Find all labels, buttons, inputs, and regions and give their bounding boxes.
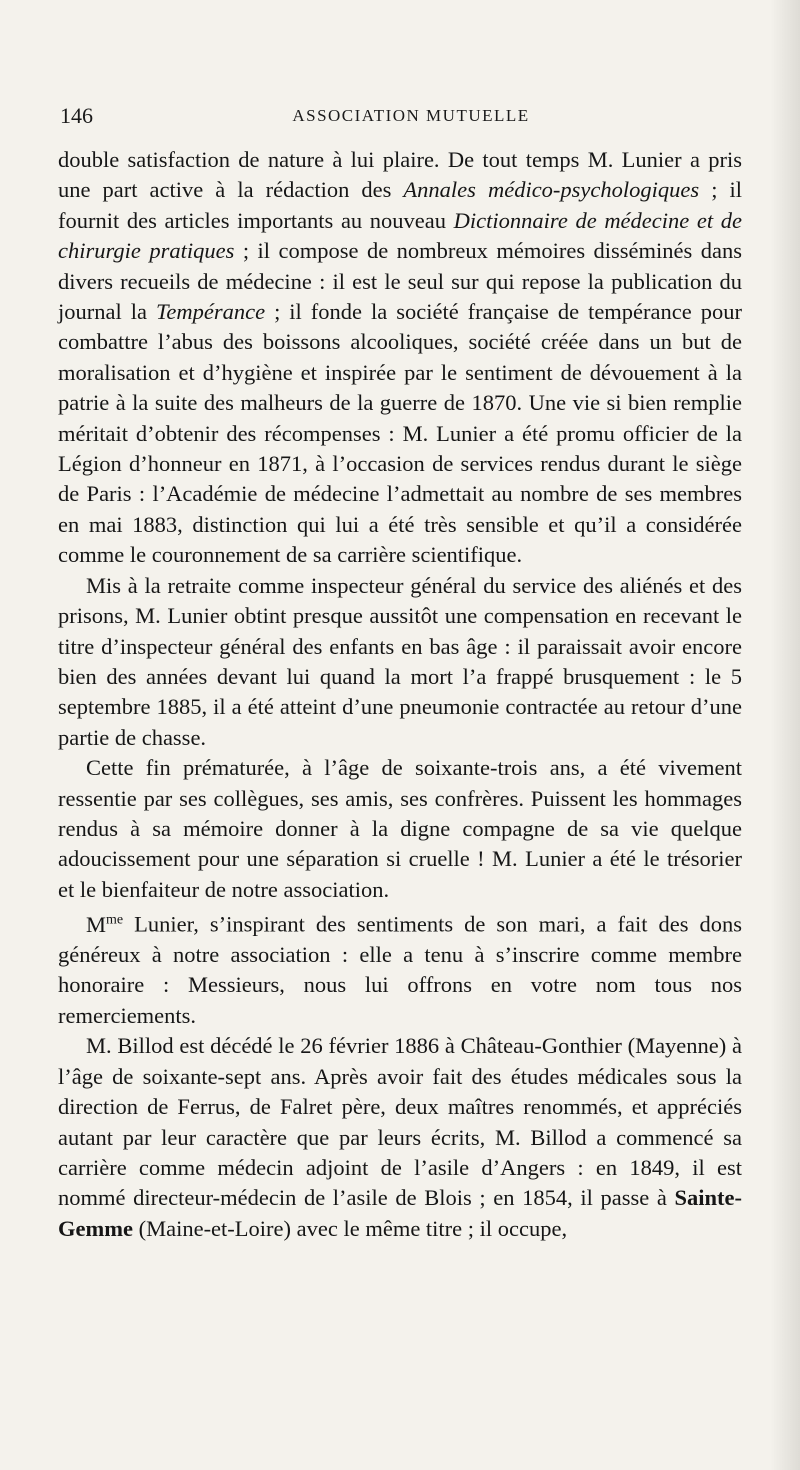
paragraph-1 xyxy=(58,145,742,571)
text-run: Lunier, s’inspirant des sentiments de son mari, a fait des dons généreux à notre association : elle a tenu à s’inscrire comme membre honoraire : Messieurs, nous lui offrons en votre nom tous nos remerciements. xyxy=(58,911,742,1028)
place-name-sainte-gemme: Sainte-Gemme xyxy=(58,1185,742,1241)
text-run: ; il compose de nombreux mémoires disséminés dans divers recueils de médecine : il est le seul sur qui repose la publication du journal la xyxy=(58,238,742,325)
journal-title-temperance: Tempérance xyxy=(155,299,266,325)
journal-title-annales: Annales médico-psychologiques xyxy=(403,177,700,203)
paragraph-3 xyxy=(58,753,742,905)
honorific-superscript: me xyxy=(106,912,124,928)
page-edge-shadow xyxy=(770,0,800,1470)
paragraph-4 xyxy=(58,905,742,1031)
paragraph-2 xyxy=(58,571,742,753)
text-run: (Maine-et-Loire) avec le même titre ; il occupe, xyxy=(132,1215,568,1241)
dictionary-title: Dictionnaire de médecine et de chirurgie pratiques xyxy=(58,207,742,264)
honorific-base: M xyxy=(86,911,107,937)
text-run: Mis à la retraite comme inspecteur général du service des aliénés et des prisons, M. Lunier obtint presque aussitôt une compensation en recevant le titre d’inspecteur général des enfants en bas âge : il paraissait avoir encore bien des années devant lui quand la mort l’a frappé brusquement : le 5 septembre 1885, il a été atteint d’une pneumonie contractée au retour d’une partie de chasse. xyxy=(58,572,742,750)
page-header xyxy=(60,100,742,132)
paragraph-5 xyxy=(58,1031,742,1244)
text-run: ; il fournit des articles importants au nouveau xyxy=(58,177,742,233)
running-title: ASSOCIATION MUTUELLE xyxy=(292,106,530,125)
page-number: 146 xyxy=(60,103,93,128)
text-run: M. Billod est décédé le 26 février 1886 à Château-Gonthier (Mayenne) à l’âge de soixante-sept ans. Après avoir fait des études médicales sous la direction de Ferrus, de Falret père, deux maîtres renommés, et appréciés autant par leur caractère que par leurs écrits, M. Billod a commencé sa carrière comme médecin adjoint de l’asile d’Angers : en 1849, il est nommé directeur-médecin de l’asile de Blois ; en 1854, il passe à xyxy=(58,1033,742,1211)
text-run: double satisfaction de nature à lui plaire. De tout temps M. Lunier a pris une part active à la rédaction des xyxy=(58,147,742,203)
honorific-madame xyxy=(86,912,123,937)
body-text xyxy=(58,145,742,1244)
text-run: ; il fonde la société française de tempérance pour combattre l’abus des boissons alcooliques, société créée dans un but de moralisation et d’hygiène et inspirée par le sentiment de dévouement à la patrie à la suite des malheurs de la guerre de 1870. Une vie si bien remplie méritait d’obtenir des récompenses : M. Lunier a été promu officier de la Légion d’honneur en 1871, à l’occasion de services rendus durant le siège de Paris : l’Académie de médecine l’admettait au nombre de ses membres en mai 1883, distinction qui lui a été très sensible et qu’il a considérée comme le couronnement de sa carrière scientifique. xyxy=(58,299,742,568)
text-run: Cette fin prématurée, à l’âge de soixante-trois ans, a été vivement ressentie par ses collègues, ses amis, ses confrères. Puissent les hommages rendus à sa mémoire donner à la digne compagne de sa vie quelque adoucissement pour une séparation si cruelle ! M. Lunier a été le trésorier et le bienfaiteur de notre association. xyxy=(58,755,742,902)
